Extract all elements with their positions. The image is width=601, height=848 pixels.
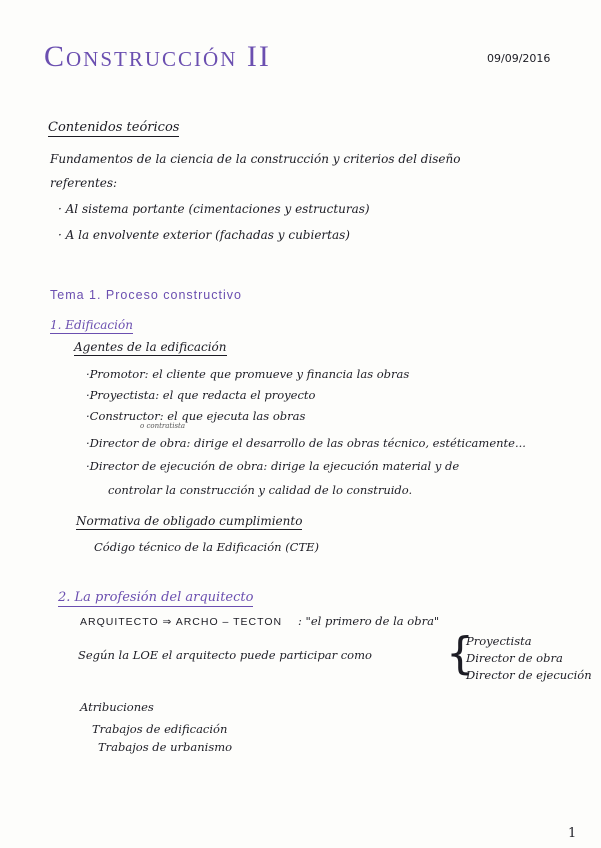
page-title: Construcción II (44, 40, 271, 73)
intro-line-1: Fundamentos de la ciencia de la construcción y criterios del diseño (50, 152, 461, 166)
intro-bullet-1: · Al sistema portante (cimentaciones y estructuras) (58, 202, 370, 216)
brace-icon: { (446, 628, 474, 679)
agent-promotor: ·Promotor: el cliente que promueve y financia las obras (86, 367, 410, 381)
norm-item: Código técnico de la Edificación (CTE) (94, 540, 320, 554)
etymology-right: : "el primero de la obra" (298, 614, 440, 628)
section-2-heading: 2. La profesión del arquitecto (58, 590, 254, 605)
norm-heading: Normativa de obligado cumplimiento (76, 514, 303, 528)
agent-director-ejecucion: ·Director de ejecución de obra: dirige la ejecución material y de (86, 459, 460, 473)
intro-bullet-2: · A la envolvente exterior (fachadas y cubiertas) (58, 228, 350, 242)
agents-heading: Agentes de la edificación (74, 340, 227, 354)
agent-director-obra: ·Director de obra: dirige el desarrollo de las obras técnico, estéticamente... (86, 436, 526, 450)
page-number: 1 (568, 826, 577, 841)
section-1-heading: 1. Edificación (50, 318, 133, 332)
contents-heading: Contenidos teóricos (48, 120, 180, 135)
constructor-note: o contratista (140, 422, 186, 430)
etymology-left: ARQUITECTO ⇒ ARCHO – TECTON (80, 616, 283, 628)
agent-proyectista: ·Proyectista: el que redacta el proyecto (86, 388, 316, 402)
tema-heading: Tema 1. Proceso constructivo (50, 288, 242, 302)
attribution-edificacion: Trabajos de edificación (92, 722, 228, 736)
date: 09/09/2016 (487, 52, 551, 65)
loe-text: Según la LOE el arquitecto puede participar como (78, 648, 372, 662)
role-director-ejecucion: Director de ejecución (466, 668, 592, 682)
agent-director-ejecucion-cont: controlar la construcción y calidad de lo construido. (108, 483, 413, 497)
role-director-obra: Director de obra (466, 651, 563, 665)
intro-line-2: referentes: (50, 176, 118, 190)
attribution-urbanismo: Trabajos de urbanismo (98, 740, 233, 754)
attributions-heading: Atribuciones (80, 700, 154, 714)
agent-constructor: ·Constructor: el que ejecuta las obras (86, 409, 306, 423)
role-proyectista: Proyectista (466, 634, 532, 648)
